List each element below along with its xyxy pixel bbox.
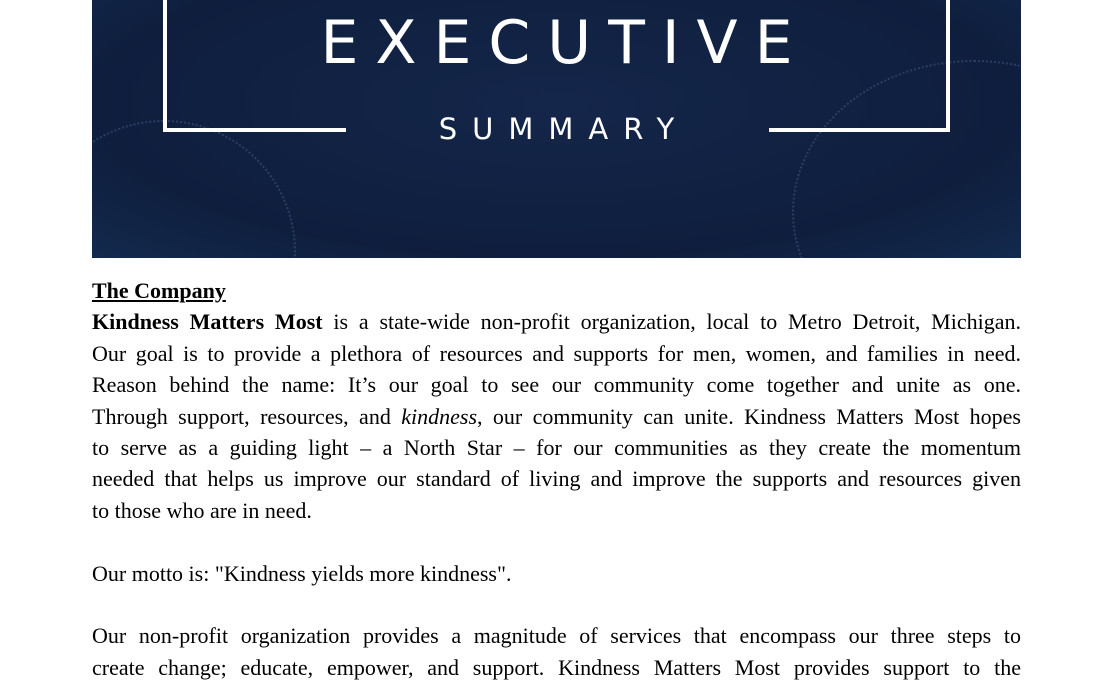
paragraph-line: Reason behind the name: It’s our goal to see our community come together and unite as one. — [92, 372, 1021, 398]
banner-title: EXECUTIVE — [320, 8, 810, 78]
section-heading: The Company — [92, 278, 226, 303]
banner-subtitle: SUMMARY — [438, 112, 690, 146]
text: is a state-wide non-profit organization, local to Metro Detroit, Michigan. — [322, 309, 1021, 335]
paragraph-line: Our goal is to provide a plethora of resources and supports for men, women, and families in need. — [92, 340, 1021, 366]
paragraph-line: needed that helps us improve our standard of living and improve the supports and resources given — [92, 466, 1021, 492]
paragraph-line: to those who are in need. — [92, 497, 312, 523]
org-name: Kindness Matters Most — [92, 309, 323, 335]
italic-text: kindness — [401, 403, 477, 429]
paragraph-line — [92, 306, 1021, 337]
paragraph-line: create change; educate, empower, and support. Kindness Matters Most provides support to the — [92, 654, 1021, 680]
motto-line: Our motto is: "Kindness yields more kindness". — [92, 560, 512, 586]
executive-summary-banner — [92, 0, 1021, 258]
banner-decoration — [792, 60, 1021, 258]
text: , our community can unite. Kindness Matters Most hopes — [477, 403, 1021, 429]
paragraph-line — [92, 401, 1021, 432]
paragraph-line: to serve as a guiding light – a North Star – for our communities as they create the momentum — [92, 434, 1021, 460]
document-body — [92, 275, 1021, 683]
paragraph-line: Our non-profit organization provides a magnitude of services that encompass our three steps to — [92, 623, 1021, 649]
text: Through support, resources, and — [92, 403, 402, 429]
